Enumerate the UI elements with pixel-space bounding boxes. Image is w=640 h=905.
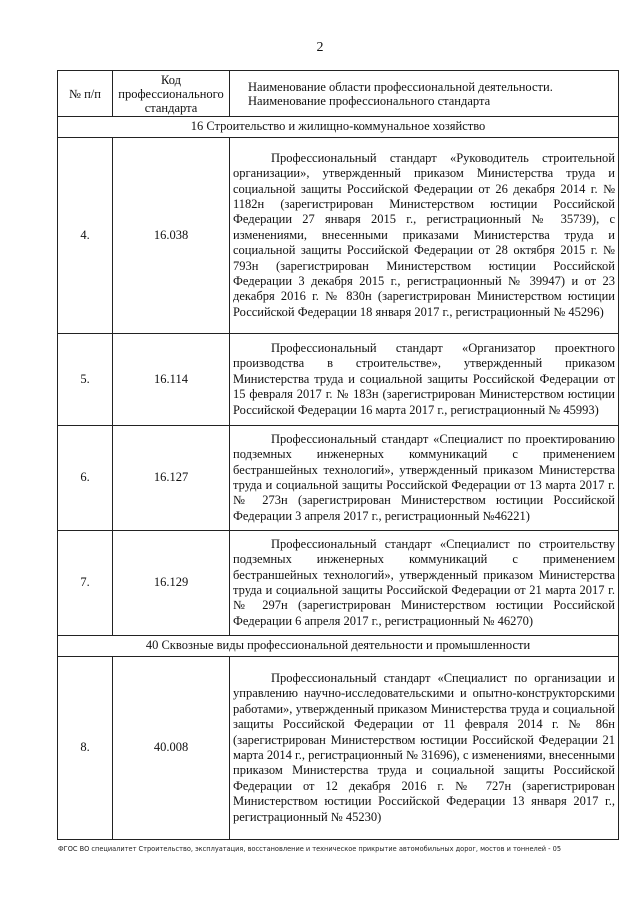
section-title: 16 Строительство и жилищно-коммунальное хозяйство	[58, 117, 619, 138]
row-num: 5.	[58, 334, 113, 426]
table-row	[58, 531, 619, 636]
row-code: 16.038	[113, 138, 230, 334]
professional-standards-table	[57, 70, 619, 840]
row-code: 16.129	[113, 531, 230, 636]
row-description: Профессиональный стандарт «Специалист по строительству подземных инженерных коммуникаций с применением бестраншейных технологий», утвержденный приказом Министерства труда и социальной защиты Российской Федерации от 21 марта 2017 г. № 297н (зарегистрирован Министерством юстиции Российской Федерации 6 апреля 2017 г., регистрационный № 46270)	[230, 531, 619, 636]
section-title: 40 Сквозные виды профессиональной деятельности и промышленности	[58, 636, 619, 657]
table-header-row	[58, 71, 619, 117]
header-name-line1: Наименование области профессиональной деятельности.	[248, 79, 553, 94]
table-row	[58, 426, 619, 531]
row-description: Профессиональный стандарт «Специалист по проектированию подземных инженерных коммуникаций с применением бестраншейных технологий», утвержденный приказом Министерства труда и социальной защиты Российской Федерации от 13 марта 2017 г. № 273н (зарегистрирован Министерством юстиции Российской Федерации 3 апреля 2017 г., регистрационный №46221)	[230, 426, 619, 531]
row-description: Профессиональный стандарт «Руководитель строительной организации», утвержденный приказом Министерства труда и социальной защиты Российской Федерации от 26 декабря 2014 г. № 1182н (зарегистрирован Министерством юстиции Российской Федерации 27 января 2015 г., регистрационный № 35739), с изменениями, внесенными приказами Министерства труда и социальной защиты Российской Федерации от 28 октября 2015 г. № 793н (зарегистрирован Министерством юстиции Российской Федерации 3 декабря 2015 г., регистрационный № 39947) и от 23 декабря 2016 г. № 830н (зарегистрирован Министерством юстиции Российской Федерации 18 января 2017 г., регистрационный № 45296)	[230, 138, 619, 334]
row-code: 16.114	[113, 334, 230, 426]
row-code: 40.008	[113, 657, 230, 840]
row-num: 4.	[58, 138, 113, 334]
header-num: № п/п	[58, 71, 113, 117]
row-description: Профессиональный стандарт «Специалист по организации и управлению научно-исследовательскими и опытно-конструкторскими работами», утвержденный приказом Министерства труда и социальной защиты Российской Федерации от 11 февраля 2014 г. № 86н (зарегистрирован Министерством юстиции Российской Федерации 21 марта 2014 г., регистрационный № 31696), с изменениями, внесенными приказом Министерства труда и социальной защиты Российской Федерации от 12 декабря 2016 г. № 727н (зарегистрирован Министерством юстиции Российской Федерации 13 января 2017 г., регистрационный № 45230)	[230, 657, 619, 840]
document-footer: ФГОС ВО специалитет Строительство, эксплуатация, восстановление и техническое прикрытие автомобильных дорог, мостов и тоннелей - 05	[58, 845, 562, 853]
header-name	[230, 71, 619, 117]
row-num: 8.	[58, 657, 113, 840]
table-row	[58, 334, 619, 426]
page-number: 2	[316, 40, 324, 55]
row-num: 7.	[58, 531, 113, 636]
row-description: Профессиональный стандарт «Организатор проектного производства в строительстве», утвержденный приказом Министерства труда и социальной защиты Российской Федерации от 15 февраля 2017 г. № 183н (зарегистрирован Министерством юстиции Российской Федерации 16 марта 2017 г., регистрационный № 45993)	[230, 334, 619, 426]
table-row	[58, 657, 619, 840]
section-row	[58, 117, 619, 138]
section-row	[58, 636, 619, 657]
row-code: 16.127	[113, 426, 230, 531]
header-name-line2: Наименование профессионального стандарта	[248, 93, 491, 108]
table-row	[58, 138, 619, 334]
header-code: Код профессионального стандарта	[113, 71, 230, 117]
row-num: 6.	[58, 426, 113, 531]
